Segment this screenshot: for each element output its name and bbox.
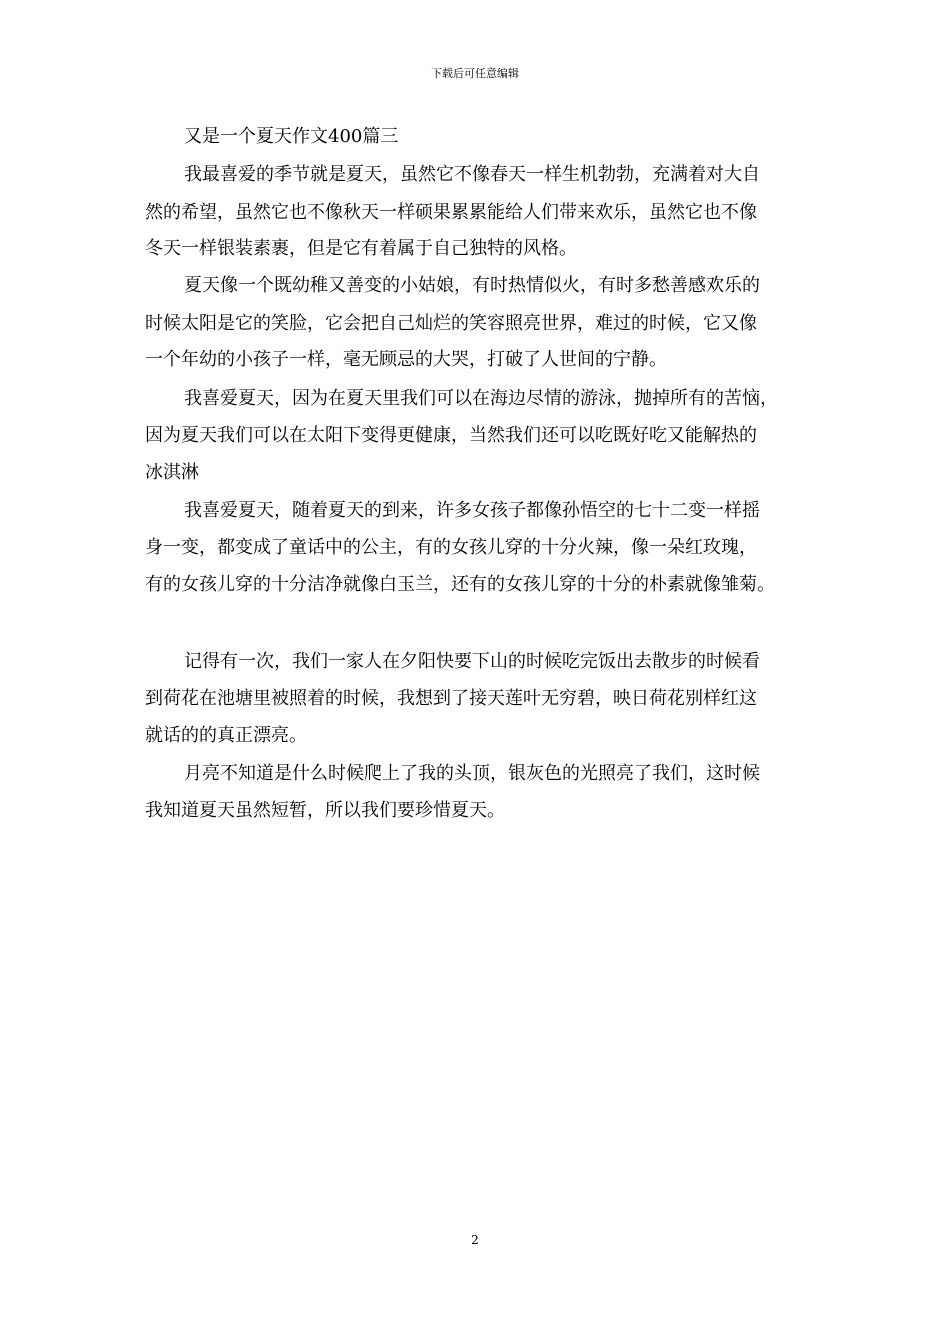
paragraph-5-line-1: 记得有一次，我们一家人在夕阳快要下山的时候吃完饭出去散步的时候看: [184, 651, 760, 672]
paragraph-1-line-1: 我最喜爱的季节就是夏天，虽然它不像春天一样生机勃勃，充满着对大自: [184, 164, 760, 185]
paragraph-3-line-3: 冰淇淋: [145, 462, 199, 483]
essay-title: 又是一个夏天作文400篇三: [184, 126, 399, 147]
paragraph-2-line-2: 时候太阳是它的笑脸，它会把自己灿烂的笑容照亮世界，难过的时候，它又像: [145, 313, 757, 334]
page-header: 下载后可任意编辑: [431, 67, 519, 80]
paragraph-6-line-1: 月亮不知道是什么时候爬上了我的头顶，银灰色的光照亮了我们，这时候: [184, 763, 760, 784]
paragraph-3-line-1: 我喜爱夏天，因为在夏天里我们可以在海边尽情的游泳，抛掉所有的苦恼，: [184, 388, 778, 409]
paragraph-1-line-2: 然的希望，虽然它也不像秋天一样硕果累累能给人们带来欢乐，虽然它也不像: [145, 202, 757, 223]
paragraph-2-line-1: 夏天像一个既幼稚又善变的小姑娘，有时热情似火，有时多愁善感欢乐的: [184, 275, 760, 296]
paragraph-1-line-3: 冬天一样银装素裹，但是它有着属于自己独特的风格。: [145, 238, 577, 259]
paragraph-4-line-3: 有的女孩儿穿的十分洁净就像白玉兰，还有的女孩儿穿的十分的朴素就像雏菊。: [145, 574, 775, 595]
page-number: 2: [471, 1233, 479, 1247]
paragraph-6-line-2: 我知道夏天虽然短暂，所以我们要珍惜夏天。: [145, 800, 505, 821]
paragraph-5-line-2: 到荷花在池塘里被照着的时候，我想到了接天莲叶无穷碧，映日荷花别样红这: [145, 688, 757, 709]
paragraph-5-line-3: 就话的的真正漂亮。: [145, 725, 307, 746]
paragraph-2-line-3: 一个年幼的小孩子一样，毫无顾忌的大哭，打破了人世间的宁静。: [145, 349, 667, 370]
paragraph-3-line-2: 因为夏天我们可以在太阳下变得更健康，当然我们还可以吃既好吃又能解热的: [145, 425, 757, 446]
paragraph-4-line-2: 身一变，都变成了童话中的公主，有的女孩儿穿的十分火辣，像一朵红玫瑰，: [145, 537, 757, 558]
paragraph-4-line-1: 我喜爱夏天，随着夏天的到来，许多女孩子都像孙悟空的七十二变一样摇: [184, 500, 760, 521]
